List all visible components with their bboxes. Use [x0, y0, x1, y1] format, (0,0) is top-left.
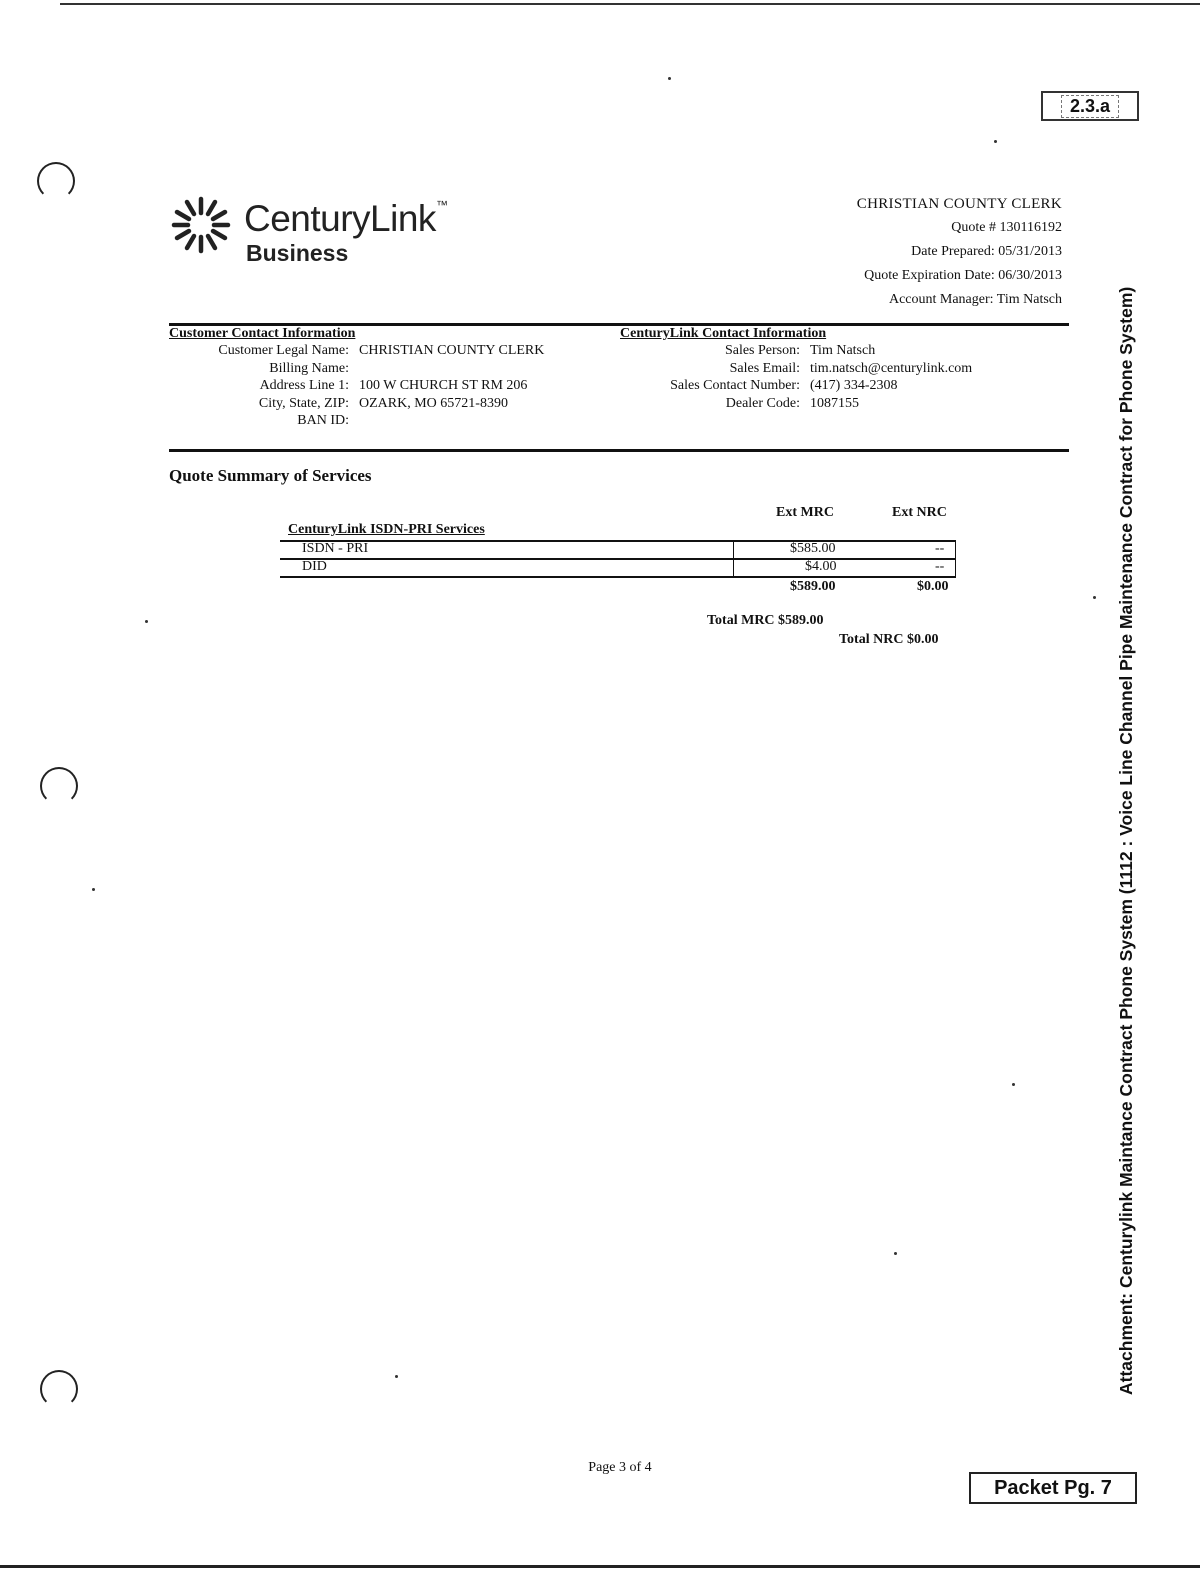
customer-contact-title: Customer Contact Information	[169, 326, 356, 341]
attachment-caption: Attachment: Centurylink Maintance Contract Phone System (1112 : Voice Line Channel Pipe Maintenance Contract for Phone System)	[1116, 286, 1136, 1395]
column-header-ext-nrc: Ext NRC	[892, 505, 947, 520]
scan-edge-top	[60, 3, 1200, 5]
field-label: Sales Contact Number:	[670, 378, 800, 393]
punch-hole-bottom	[40, 1370, 78, 1408]
ban-id-row	[169, 412, 609, 430]
column-header-ext-mrc: Ext MRC	[776, 505, 834, 520]
total-nrc-label: Total NRC	[839, 632, 904, 647]
subtotal-nrc: $0.00	[917, 579, 949, 594]
table-rule	[280, 576, 956, 578]
logo-subtitle: Business	[246, 240, 349, 266]
field-label: Dealer Code:	[725, 395, 800, 411]
field-value: Tim Natsch	[810, 343, 876, 358]
field-label: Sales Person:	[724, 343, 800, 358]
sales-person-row	[620, 342, 1060, 360]
dealer-code-row	[620, 395, 1060, 413]
field-value: (417) 334-2308	[810, 378, 898, 393]
address-line-1-row	[169, 377, 609, 395]
scan-edge-bottom	[0, 1565, 1200, 1568]
sales-contact-number-row	[620, 377, 1060, 395]
column-separator	[733, 542, 734, 558]
total-nrc-value: $0.00	[906, 632, 939, 647]
billing-name-row	[169, 360, 609, 378]
logo-trademark: ™	[435, 198, 448, 212]
speck	[145, 620, 148, 623]
field-label: Sales Email:	[729, 360, 800, 376]
centurylink-contact-title: CenturyLink Contact Information	[620, 326, 827, 341]
date-prepared: Date Prepared: 05/31/2013	[911, 244, 1062, 259]
field-label: Billing Name:	[269, 360, 349, 376]
field-value: CHRISTIAN COUNTY CLERK	[359, 343, 545, 358]
subtotal-mrc: $589.00	[790, 579, 836, 594]
agenda-reference-text: 2.3.a	[1061, 95, 1119, 118]
field-label: Address Line 1:	[259, 378, 349, 393]
column-separator	[955, 560, 956, 576]
table-rule	[280, 540, 956, 542]
total-nrc-line	[839, 632, 938, 648]
quote-expiration-date: Quote Expiration Date: 06/30/2013	[864, 268, 1062, 283]
field-value: 100 W CHURCH ST RM 206	[359, 378, 528, 393]
centurylink-logo	[170, 190, 470, 280]
speck	[92, 888, 95, 891]
speck	[1012, 1083, 1015, 1086]
service-name: ISDN - PRI	[302, 541, 369, 556]
speck	[994, 140, 997, 143]
total-mrc-label: Total MRC	[707, 613, 775, 628]
total-mrc-line	[707, 613, 824, 629]
speck	[894, 1252, 897, 1255]
speck	[1093, 596, 1096, 599]
field-label: BAN ID:	[297, 413, 349, 428]
account-manager: Account Manager: Tim Natsch	[888, 292, 1062, 307]
centurylink-starburst-icon	[170, 194, 232, 256]
centurylink-contact-block	[620, 326, 1060, 412]
punch-hole-top	[37, 162, 75, 200]
field-value: 1087155	[810, 395, 859, 411]
service-mrc: $585.00	[790, 541, 836, 556]
column-separator	[955, 542, 956, 558]
speck	[395, 1375, 398, 1378]
column-separator	[733, 560, 734, 576]
customer-contact-block	[169, 326, 609, 430]
customer-legal-name-row	[169, 342, 609, 360]
table-rule	[280, 558, 956, 560]
speck	[668, 77, 671, 80]
field-value	[349, 360, 359, 378]
service-name: DID	[302, 559, 327, 574]
field-value: OZARK, MO 65721-8390	[359, 395, 508, 411]
logo-name-text: CenturyLink	[244, 198, 436, 239]
header-customer-name: CHRISTIAN COUNTY CLERK	[856, 196, 1062, 212]
service-nrc: --	[935, 559, 945, 574]
packet-page-box	[969, 1472, 1137, 1504]
field-value	[349, 412, 359, 430]
divider-bottom	[169, 449, 1069, 452]
sales-email-row	[620, 360, 1060, 378]
field-value: tim.natsch@centurylink.com	[810, 360, 973, 376]
packet-page-text: Packet Pg. 7	[994, 1476, 1112, 1499]
field-label: City, State, ZIP:	[258, 395, 349, 411]
quote-number: Quote # 130116192	[951, 220, 1062, 235]
service-nrc: --	[935, 541, 945, 556]
total-mrc-value: $589.00	[778, 613, 824, 628]
service-mrc: $4.00	[805, 559, 837, 574]
page-number: Page 3 of 4	[588, 1460, 652, 1475]
punch-hole-middle	[40, 767, 78, 805]
quote-summary-title: Quote Summary of Services	[169, 466, 372, 485]
field-label: Customer Legal Name:	[218, 343, 349, 358]
city-state-zip-row	[169, 395, 609, 413]
service-group-title: CenturyLink ISDN-PRI Services	[288, 522, 485, 537]
logo-wordmark	[244, 198, 447, 240]
agenda-reference-tag	[1041, 91, 1139, 121]
quote-header	[857, 192, 1062, 312]
